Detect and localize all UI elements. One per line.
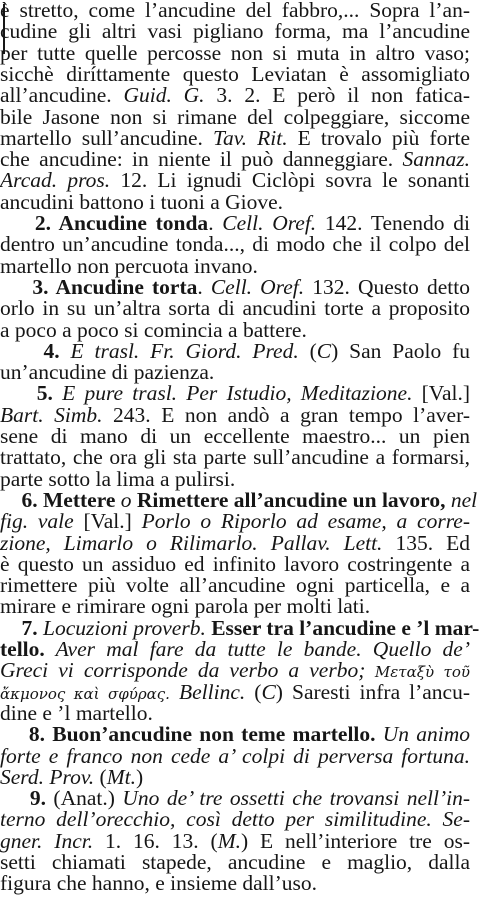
text-segment: . [197,274,211,299]
text-segment: C [261,679,276,704]
text-segment: Arcad. pros. [0,168,111,193]
text-segment: [Val.] [412,381,471,406]
text-segment: 5. [0,381,63,406]
text-segment: Ancudine torta [55,274,198,299]
text-segment: Mettere [43,487,116,512]
text-segment: Tav. Rit. [213,125,288,150]
text-segment: 7. [0,615,43,640]
text-segment: Locuzioni proverb. [43,615,206,640]
text-segment: 142. Tenendo di [316,211,470,235]
text-segment: cudine gli altri vasi pigliano forma, ma l’ancudine [0,19,470,44]
text-segment: 4. [0,338,71,363]
text-segment: Un animo [375,722,471,747]
text-segment: martello non percuota invano. [0,253,258,278]
text-segment: ancudini battono i tuoni a Giove. [0,189,284,214]
text-segment: Rimettere all’ancudine un lavoro, [136,487,446,512]
text-segment: un’ancudine di pazienza. [0,360,215,385]
text-segment: parte sotto la lima a pulirsi. [0,466,236,491]
text-segment: dine e ’l martello. [0,700,153,725]
text-segment: 135. Ed [382,530,470,555]
text-segment: ( [298,338,317,363]
text-segment: per tutte quelle percosse non si muta in altro vaso; [0,40,470,65]
text-line [0,869,470,897]
text-segment: Bellinc. [169,679,246,704]
text-segment: all’ancudine. [0,83,124,108]
text-segment: ) [135,764,144,789]
text-segment: E pure trasl. Per Istudio, Meditazione. [62,381,413,406]
text-segment: è stretto, come l’ancudine del fabbro,... Sopra l’an- [0,0,470,22]
text-segment: Uno de’ tre ossetti che trovansi nell’in- [122,786,471,811]
text-segment: fig. vale [0,509,74,534]
text-segment: nel [445,487,478,512]
text-segment: 9. [0,786,54,811]
text-segment: ἄκμονος καὶ σφύρας. [0,684,170,703]
text-segment: Mt. [106,764,136,789]
text-segment: Porlo o Riporlo ad esame, a corre- [141,509,470,534]
text-segment: (Anat.) [53,786,123,811]
text-segment: gner. Incr. [0,828,94,853]
text-segment: bile Jasone non si rimane del colpeggiare, siccome [0,104,470,129]
text-segment: Serd. Prov. [0,764,95,789]
text-segment: E trasl. Fr. Giord. Pred. [70,338,299,363]
text-segment: trattato, che ora gli sta parte sull’ancudine a formarsi, [0,445,470,470]
text-segment: setti chiamati stapede, ancudine e maglio, dalla [0,850,470,874]
text-segment: Esser tra l’ancudine e ’l mar- [205,615,479,640]
text-segment: M. [217,828,241,853]
text-segment: 243. E non andò a gran tempo l’aver- [102,402,470,427]
text-segment: ) E nell’interiore tre os- [240,828,470,853]
text-segment: Ancudine tonda [58,211,209,235]
text-segment: ( [94,764,107,789]
text-segment: Sannaz. [402,147,470,172]
text-segment: mirare e rimirare ogni parola per molti lati. [0,594,371,619]
text-segment: a poco a poco si comincia a battere. [0,317,307,342]
text-segment: Cell. Oref. [210,274,305,299]
text-segment: dentro un’ancudine tonda..., di modo che il colpo del [0,232,470,257]
text-segment: è questo un assiduo ed infinito lavoro costringente a [0,551,470,576]
text-segment: 2. [0,211,59,235]
text-segment: ) San Paolo fu [331,338,470,363]
text-segment: che ancudine: in niente il può danneggiare. [0,147,403,172]
text-segment: [Val.] [73,509,142,534]
text-segment: Μεταξὺ τοῦ [365,663,471,682]
text-segment: ( [245,679,262,704]
text-segment: Bart. Simb. [0,402,103,427]
text-segment: sene di mano di un eccellente maestro... un pien [0,424,470,448]
text-segment: 3. [0,274,56,299]
text-segment: 6. [0,487,43,512]
text-segment: 12. Li ignudi Ciclòpi sovra le sonanti [110,168,470,193]
text-segment: figura che hanno, e insieme dall’uso. [0,871,318,896]
text-segment: . [208,211,223,235]
text-segment: Buon’ancudine non teme martello. [52,722,376,747]
text-segment: zione, Limarlo o Rilimarlo. Pallav. Lett. [0,530,383,555]
text-segment: terno dell’orecchio, così detto per similitudine. Se- [0,807,470,832]
text-segment: C [316,338,332,363]
text-segment: ) Saresti infra l’ancu- [275,679,471,704]
text-segment: orlo in su un’altra sorta di ancudini torte a proposito [0,296,470,321]
text-segment: 8. [0,722,53,747]
text-segment: forte e franco non cede a’ colpi di perversa fortuna. [0,743,470,768]
text-segment: o [115,487,137,512]
text-segment: rimettere più volte all’ancudine ogni particella, e a [0,573,470,598]
text-segment: Aver mal fare da tutte le bande. Quello de’ [44,637,470,661]
text-segment: 3. 2. E però il non fatica- [204,83,470,108]
text-segment: tello. [0,637,45,661]
text-segment: Guid. G. [123,83,205,108]
text-segment: 132. Questo detto [304,274,470,299]
text-segment: 1. 16. 13. ( [93,828,218,853]
text-segment: Cell. Oref. [222,211,317,235]
text-segment: martello sull’ancudine. [0,125,213,150]
text-segment: Greci vi corrisponde da verbo a verbo; [0,658,366,683]
text-segment: sicchè diríttamente questo Leviatan è assomigliato [0,61,470,86]
text-segment: E trovalo più forte [287,125,470,150]
